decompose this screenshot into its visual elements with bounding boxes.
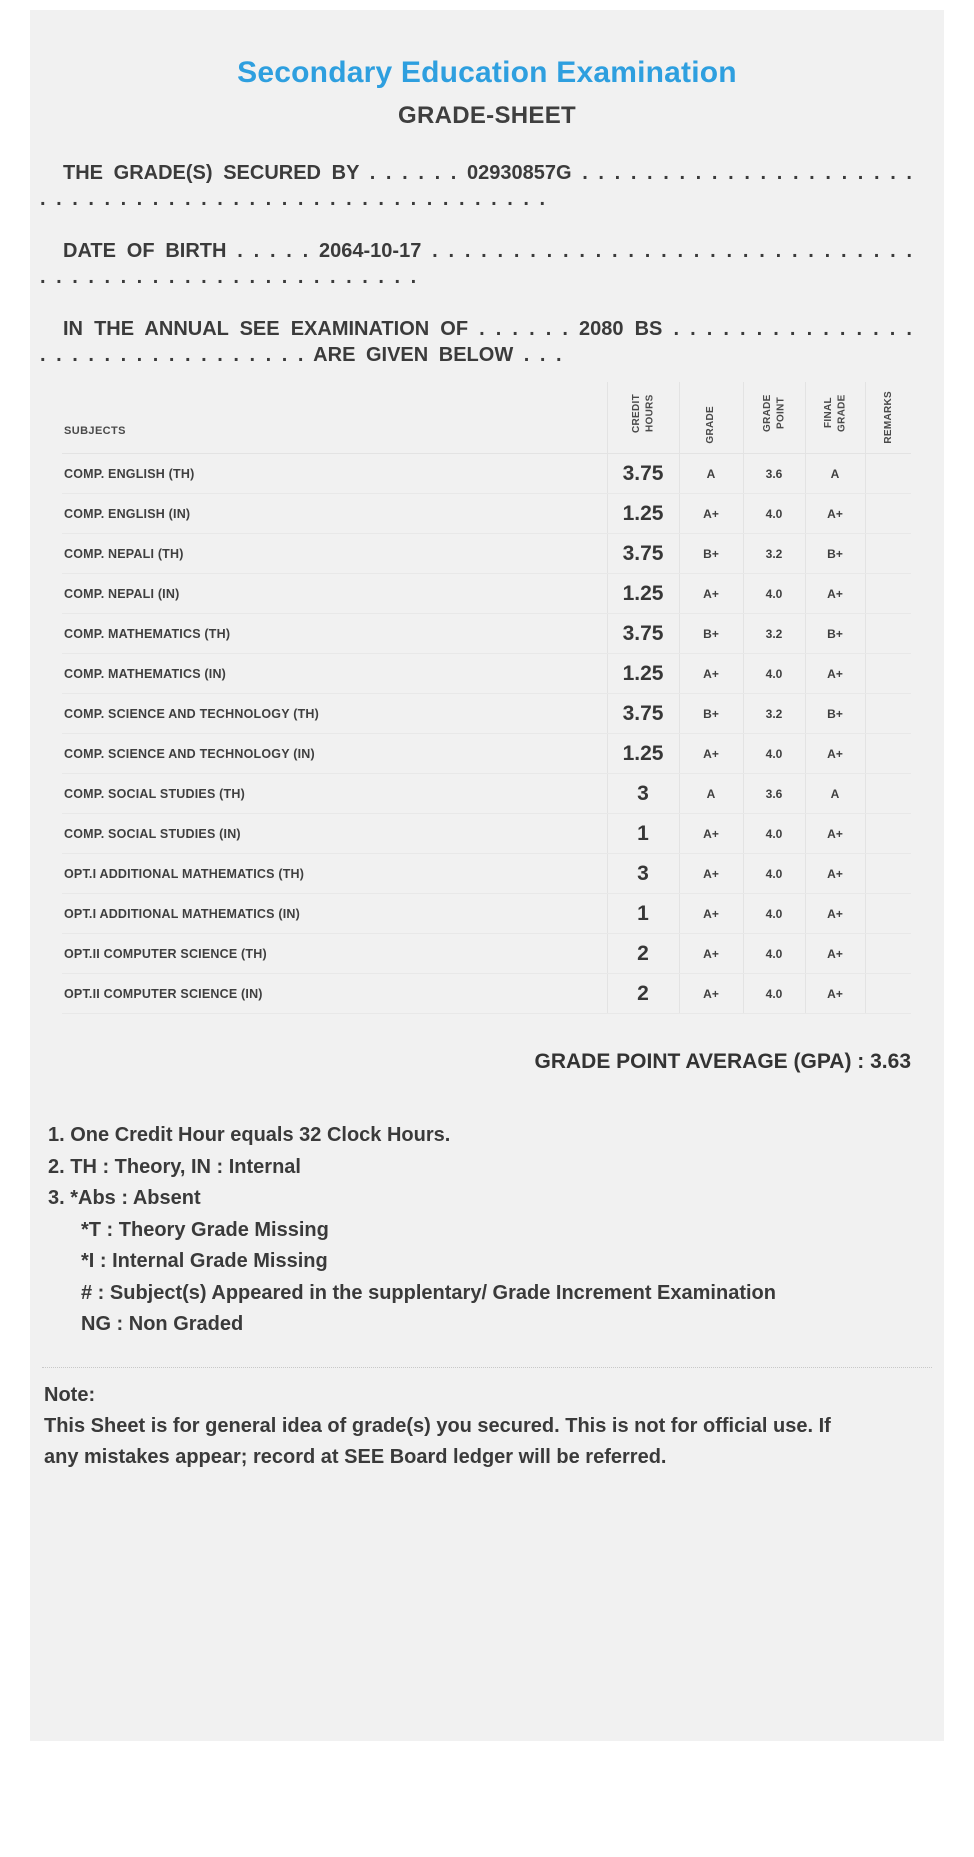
grade-cell: A+ [679,894,743,934]
credit-hours-cell: 3 [607,854,679,894]
credit-hours-cell: 1.25 [607,574,679,614]
grade-point-cell: 3.2 [743,694,805,734]
remarks-cell [865,934,911,974]
legend-item-supplementary: # : Subject(s) Appeared in the supplentary/ Grade Increment Examination [81,1281,776,1304]
table-row [62,654,911,694]
grade-cell: A+ [679,654,743,694]
final-grade-cell: A [805,454,865,494]
remarks-cell [865,854,911,894]
final-grade-cell: A+ [805,894,865,934]
note-label: Note: [44,1383,96,1406]
page-title: Secondary Education Examination [237,56,737,89]
table-row [62,494,911,534]
date-of-birth-line: DATE OF BIRTH . . . . . 2064-10-17 . . . . . . . . . . . . . . . . . . . . . . . . . . . . . . . . . . . . . . . . . . . . . . . . . . . . . . [40,240,912,288]
credit-hours-cell: 2 [607,974,679,1014]
credit-hours-cell: 1.25 [607,734,679,774]
col-header-credit-hours-label: CREDIT HOURS [630,393,655,433]
subject-cell: OPT.I ADDITIONAL MATHEMATICS (TH) [62,854,607,894]
table-row [62,734,911,774]
final-grade-cell: A+ [805,654,865,694]
grade-point-cell: 4.0 [743,814,805,854]
remarks-cell [865,814,911,854]
grade-point-cell: 4.0 [743,934,805,974]
gpa-line: GRADE POINT AVERAGE (GPA) : 3.63 [534,1050,911,1073]
col-header-subjects: SUBJECTS [62,382,607,454]
credit-hours-cell: 2 [607,934,679,974]
page-subtitle: GRADE-SHEET [398,102,576,129]
table-row [62,974,911,1014]
final-grade-cell: A+ [805,854,865,894]
credit-hours-cell: 1 [607,814,679,854]
grade-point-cell: 4.0 [743,654,805,694]
col-header-grade-point-label: GRADE POINT [761,394,786,432]
final-grade-cell: B+ [805,694,865,734]
table-row [62,894,911,934]
col-header-grade-label: GRADE [705,406,717,444]
remarks-cell [865,574,911,614]
final-grade-cell: B+ [805,534,865,574]
grade-cell: B+ [679,614,743,654]
col-header-final-grade-label: FINAL GRADE [822,394,847,432]
note-text: This Sheet is for general idea of grade(s) you secured. This is not for official use. If any mistakes appear; record at SEE Board ledger will be referred. [44,1414,831,1468]
final-grade-cell: A [805,774,865,814]
final-grade-cell: B+ [805,614,865,654]
grade-point-cell: 3.6 [743,774,805,814]
grade-cell: A+ [679,814,743,854]
final-grade-cell: A+ [805,734,865,774]
grade-point-cell: 3.2 [743,614,805,654]
subject-cell: COMP. NEPALI (TH) [62,534,607,574]
table-row [62,614,911,654]
grade-cell: B+ [679,534,743,574]
final-grade-cell: A+ [805,974,865,1014]
subject-cell: COMP. SOCIAL STUDIES (IN) [62,814,607,854]
table-row [62,574,911,614]
credit-hours-cell: 3.75 [607,614,679,654]
subject-cell: COMP. ENGLISH (TH) [62,454,607,494]
remarks-cell [865,974,911,1014]
legend-item-th-in: 2. TH : Theory, IN : Internal [48,1155,301,1178]
note-section [44,1380,920,1473]
note-divider [42,1367,932,1368]
legend-item-internal-missing: *I : Internal Grade Missing [81,1250,328,1272]
grade-point-cell: 4.0 [743,494,805,534]
credit-hours-cell: 3.75 [607,694,679,734]
grade-point-cell: 4.0 [743,894,805,934]
subject-cell: COMP. MATHEMATICS (IN) [62,654,607,694]
credit-hours-cell: 3 [607,774,679,814]
col-header-remarks-label: REMARKS [882,391,894,444]
subject-cell: COMP. SCIENCE AND TECHNOLOGY (IN) [62,734,607,774]
col-header-final-grade [805,382,865,454]
table-row [62,534,911,574]
subject-cell: OPT.II COMPUTER SCIENCE (TH) [62,934,607,974]
legend-section [48,1120,848,1341]
remarks-cell [865,494,911,534]
table-row [62,854,911,894]
table-row [62,694,911,734]
final-grade-cell: A+ [805,494,865,534]
secured-by-line: THE GRADE(S) SECURED BY . . . . . . 02930857G . . . . . . . . . . . . . . . . . . . . . . . . . . . . . . . . . . . . . . . . . . . . . . . . . . . . . [40,162,912,210]
grade-point-cell: 3.2 [743,534,805,574]
remarks-cell [865,734,911,774]
subject-cell: COMP. SOCIAL STUDIES (TH) [62,774,607,814]
grade-point-cell: 4.0 [743,854,805,894]
legend-item-abs: 3. *Abs : Absent [48,1187,201,1209]
col-header-remarks [865,382,911,454]
grade-point-cell: 4.0 [743,734,805,774]
credit-hours-cell: 1.25 [607,654,679,694]
col-header-grade [679,382,743,454]
remarks-cell [865,454,911,494]
grade-cell: A [679,454,743,494]
remarks-cell [865,694,911,734]
table-row [62,774,911,814]
table-row [62,454,911,494]
subject-cell: OPT.I ADDITIONAL MATHEMATICS (IN) [62,894,607,934]
grade-cell: A+ [679,854,743,894]
gradesheet-page [0,10,974,1741]
subject-cell: OPT.II COMPUTER SCIENCE (IN) [62,974,607,1014]
credit-hours-cell: 3.75 [607,534,679,574]
final-grade-cell: A+ [805,934,865,974]
table-header-row [62,382,911,454]
grade-cell: A+ [679,974,743,1014]
col-header-grade-point [743,382,805,454]
subject-cell: COMP. ENGLISH (IN) [62,494,607,534]
table-row [62,934,911,974]
remarks-cell [865,774,911,814]
remarks-cell [865,654,911,694]
final-grade-cell: A+ [805,814,865,854]
remarks-cell [865,534,911,574]
grade-point-cell: 3.6 [743,454,805,494]
subject-cell: COMP. SCIENCE AND TECHNOLOGY (TH) [62,694,607,734]
remarks-cell [865,614,911,654]
col-header-credit-hours [607,382,679,454]
grade-point-cell: 4.0 [743,574,805,614]
exam-year-line: IN THE ANNUAL SEE EXAMINATION OF . . . . . . 2080 BS . . . . . . . . . . . . . . . . . . . . . . . . . . . . . . . . ARE GIVEN BELOW . . . [40,318,912,366]
grade-cell: A+ [679,934,743,974]
legend-item-theory-missing: *T : Theory Grade Missing [81,1218,329,1241]
grade-cell: B+ [679,694,743,734]
grade-cell: A+ [679,574,743,614]
credit-hours-cell: 1.25 [607,494,679,534]
grade-cell: A [679,774,743,814]
grade-cell: A+ [679,734,743,774]
subject-cell: COMP. NEPALI (IN) [62,574,607,614]
credit-hours-cell: 1 [607,894,679,934]
table-row [62,814,911,854]
legend-item-non-graded: NG : Non Graded [81,1313,244,1335]
subject-cell: COMP. MATHEMATICS (TH) [62,614,607,654]
final-grade-cell: A+ [805,574,865,614]
grade-cell: A+ [679,494,743,534]
grade-point-cell: 4.0 [743,974,805,1014]
legend-item-credit-hours: 1. One Credit Hour equals 32 Clock Hours. [48,1124,451,1146]
credit-hours-cell: 3.75 [607,454,679,494]
gradesheet-panel [30,10,944,1741]
grades-table [62,382,911,1014]
remarks-cell [865,894,911,934]
